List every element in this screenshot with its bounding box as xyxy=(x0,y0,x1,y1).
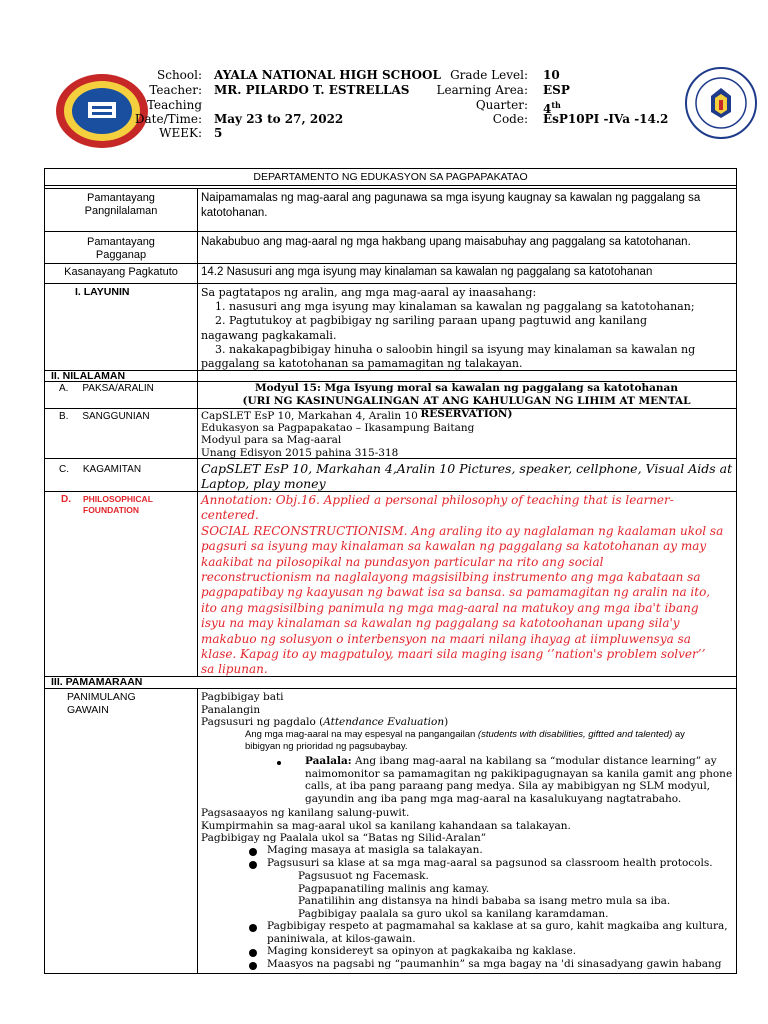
kagamitan-label: C. KAGAMITAN xyxy=(59,464,142,475)
paalala-note: Paalala: Ang ibang mag-aaral na kabilang sa “modular distance learning” ay naimomonitor sa pamamagitan ng pakikipagugnayan sa kanila gamit ang phone calls, at iba pang paraang pang medya. Sila ay mabibigyan ng SLM modyul, gayundin ang iba pang mga mag-aaral na kasalukuyang nagtatrabaho. xyxy=(305,755,733,805)
pangnilalaman-text: Naipamamalas ng mag-aaral ang pagunawa sa mga isyung kaugnay sa kawalan ng paggalang sa katotohanan. xyxy=(201,192,701,219)
datetime-label: Date/Time: xyxy=(134,112,202,126)
maasyos-bullet-icon xyxy=(249,962,257,970)
code-value: EsP10PI -IVa -14.2 xyxy=(543,112,669,126)
bati-item: Pagbibigay bati xyxy=(201,691,284,703)
school-value: AYALA NATIONAL HIGH SCHOOL xyxy=(214,68,441,82)
week-value: 5 xyxy=(214,126,223,140)
paalala-list: Pagsasaayos ng kanilang salung-puwit. Kumpirmahin sa mag-aaral ukol sa kanilang kahandaan sa talakayan. Pagbibigay ng Paalala ukol sa “Batas ng Silid-Aralan” xyxy=(201,807,571,844)
quarter-value: 4th xyxy=(543,100,561,116)
paalala-bullet-icon xyxy=(277,761,281,765)
layunin-label: I. LAYUNIN xyxy=(75,286,130,298)
respeto-item: Pagbibigay respeto at pagmamahal sa kaklase at sa guro, kahit magkaiba ang kultura, paniniwala, at kilos-gawain. xyxy=(267,920,728,945)
deped-seal-logo xyxy=(684,66,758,140)
week-label: WEEK: xyxy=(159,126,202,140)
sanggunian-label: B. SANGGUNIAN xyxy=(59,411,150,422)
quarter-label: Quarter: xyxy=(475,98,528,112)
philosophical-text: Annotation: Obj.16. Applied a personal philosophy of teaching that is learner- centered. SOCIAL RECONSTRUCTIONISM. Ang araling ito ay naglalaman ng kaalaman ukol sa pagsuri sa isyung may kinalaman sa kawalan ng paggalang sa katotohanan ay may kaakibat na pilosopikal na pundasyon particular na rito ang social reconstructionism na naglalayong magsisilbing instrumento ang mga kabataan sa pagpapatibay ng kaayusan ng bawat isa sa bansa. sa pamamagitan ng aralin na ito, ito ang magsisilbing panimula ng mga mag-aaral na matukoy ang mga iba't ibang isyu na may kinalaman sa kawalan ng paggalang sa katotoohanan upang sila'y makabuo ng solusyon o interbensyon na maari nilang ihayag at iimpluwensya sa klase. Kapag ito ay magpatuloy, maari sila maging isang ‘’nation's problem solver’’ sa lipunan. xyxy=(201,493,724,677)
pagganap-text: Nakabubuo ang mag-aaral ng mga hakbang upang maisabuhay ang paggalang sa katotohanan. xyxy=(201,236,691,248)
masaya-item: Maging masaya at masigla sa talakayan. xyxy=(267,844,483,856)
philosophical-letter: D. xyxy=(61,494,71,505)
teacher-label: Teacher: xyxy=(149,83,202,97)
pangnilalaman-label: Pamantayang Pangnilalaman xyxy=(84,192,158,217)
sanggunian-text: CapSLET EsP 10, Markahan 4, Aralin 10 Edukasyon sa Pagpapakatao – Ikasampung Baitang Modyul para sa Mag-aaral Unang Edisyon 2015 pahina 315-318 xyxy=(201,410,475,459)
department-title: DEPARTAMENTO NG EDUKASYON SA PAGPAPAKATAO xyxy=(253,171,528,183)
panalangin-item: Panalangin xyxy=(201,703,261,716)
code-label: Code: xyxy=(492,112,528,126)
kasanayan-text: 14.2 Nasusuri ang mga isyung may kinalaman sa kawalan ng paggalang sa katotohanan xyxy=(201,266,653,278)
konsidereyt-item: Maging konsidereyt sa opinyon at pagkakaiba ng kaklase. xyxy=(267,945,577,957)
layunin-text: Sa pagtatapos ng aralin, ang mga mag-aaral ay inaasahang: 1. nasusuri ang mga isyung may kinalaman sa kawalan ng paggalang sa katotohanan; 2. Pagtutukoy at pagbibigay ng sariling paraan upang pagtuwid ang kanilang nagawang pagkakamali. 3. nakakapagbibigay hinuha o saloobin hingil sa isyung may kinalaman sa kawalan ng paggalang sa katotohanan sa pamamagitan ng talakayan. xyxy=(201,286,696,371)
konsidereyt-bullet-icon xyxy=(249,949,257,957)
panimulang-gawain-label: PANIMULANG GAWAIN xyxy=(67,691,136,716)
pamamaraan-label: III. PAMAMARAAN xyxy=(51,676,143,688)
teacher-value: MR. PILARDO T. ESTRELLAS xyxy=(214,83,410,97)
datetime-value: May 23 to 27, 2022 xyxy=(214,112,344,126)
nilalaman-label: II. NILALAMAN xyxy=(51,370,126,382)
philosophical-label: PHILOSOPHICAL FOUNDATION xyxy=(83,494,153,515)
respeto-bullet-icon xyxy=(249,924,257,932)
lesson-table xyxy=(44,168,737,974)
paksa-label: A. PAKSA/ARALIN xyxy=(59,383,154,394)
masaya-bullet-icon xyxy=(249,848,257,856)
pagganap-label: Pamantayang Pagganap xyxy=(87,236,155,261)
special-needs-note: Ang mga mag-aaral na may espesyal na pangangailan (students with disabilities, giftted and talented) ay bibigyan ng prioridad ng pagsubaybay. xyxy=(245,729,685,752)
pagdalo-item: Pagsusuri ng pagdalo (Attendance Evaluation) xyxy=(201,716,449,728)
panimulang-gawain-list xyxy=(201,691,448,729)
grade-value: 10 xyxy=(543,68,560,82)
maasyos-item: Maasyos na pagsabi ng “paumanhin” sa mga bagay na 'di sinasadyang gawin habang xyxy=(267,958,722,970)
learning-area-label: Learning Area: xyxy=(436,83,528,97)
kagamitan-text: CapSLET EsP 10, Markahan 4,Aralin 10 Pictures, speaker, cellphone, Visual Aids at Laptop, play money xyxy=(201,461,733,491)
paksa-text: Modyul 15: Mga Isyung moral sa kawalan ng paggalang sa katotohanan (URI NG KASINUNGALINGAN AT ANG KAHULUGAN NG LIHIM AT MENTAL RESERVATION) xyxy=(242,382,691,420)
school-label: School: xyxy=(157,68,202,82)
pagsunod-item: Pagsusuri sa klase at sa mga mag-aaral sa pagsunod sa classroom health protocols. xyxy=(267,857,713,869)
grade-label: Grade Level: xyxy=(450,68,528,82)
teaching-label: Teaching xyxy=(146,98,202,112)
pagsunod-bullet-icon xyxy=(249,861,257,869)
health-protocol-list: Pagsusuot ng Facemask. Pagpapanatiling malinis ang kamay. Panatilihin ang distansya na hindi bababa sa isang metro mula sa iba. Pagbibigay paalala sa guro ukol sa kanilang karamdaman. xyxy=(298,870,671,920)
learning-area-value: ESP xyxy=(543,83,570,97)
kasanayan-label: Kasanayang Pagkatuto xyxy=(64,266,178,278)
